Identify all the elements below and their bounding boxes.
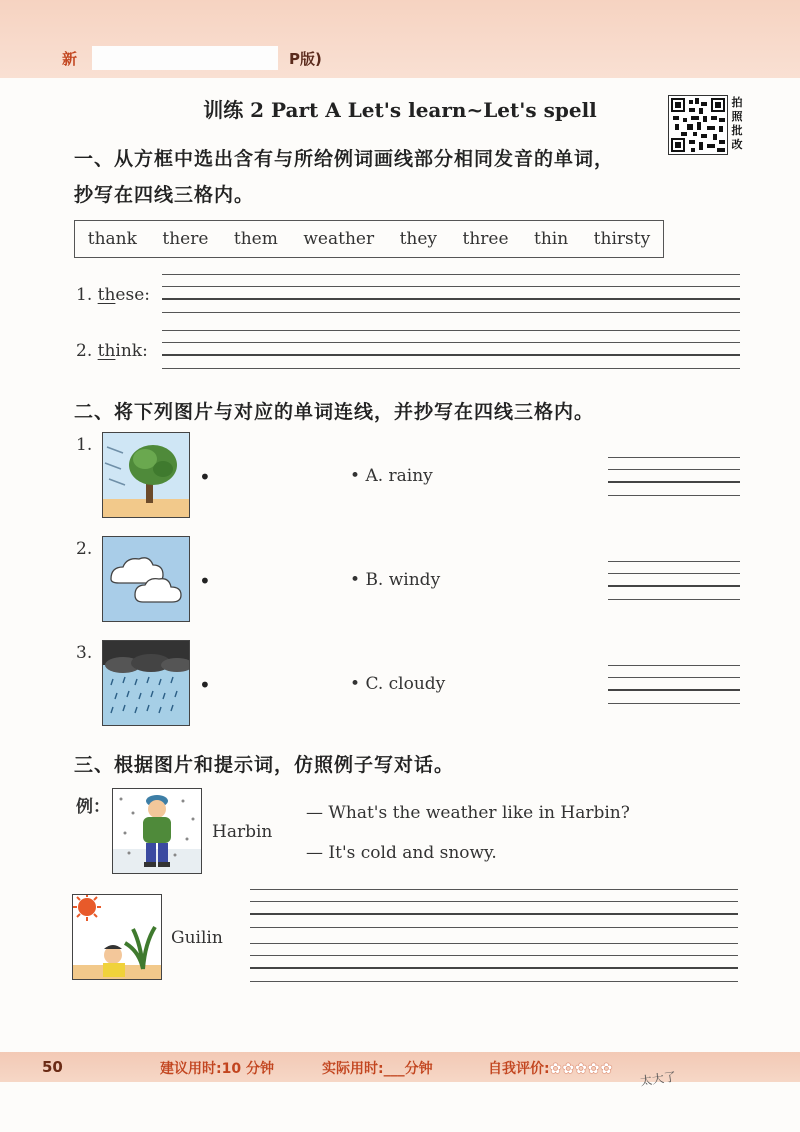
option-c[interactable]: • C. cloudy xyxy=(350,674,446,694)
picture-number: 2. xyxy=(76,539,93,559)
example-answer: — It's cold and snowy. xyxy=(306,843,497,863)
match-point[interactable]: • xyxy=(199,673,211,697)
match-point[interactable]: • xyxy=(199,569,211,593)
clouds-icon xyxy=(102,536,190,622)
handwritten-note: 太大了 xyxy=(639,1069,677,1089)
writing-lines[interactable] xyxy=(608,561,740,601)
windy-tree-icon xyxy=(102,432,190,518)
example-question: — What's the weather like in Harbin? xyxy=(306,803,630,823)
picture-number: 1. xyxy=(76,435,93,455)
picture-number: 3. xyxy=(76,643,93,663)
word-option: them xyxy=(233,229,278,249)
word-option: there xyxy=(162,229,209,249)
section3-heading: 三、根据图片和提示词，仿照例子写对话。 xyxy=(74,754,455,776)
example-label: 例： xyxy=(76,797,110,817)
page-title: 训练 2 Part A Let's learn~Let's spell xyxy=(203,98,597,122)
writing-lines[interactable] xyxy=(250,889,738,929)
word-option: three xyxy=(462,229,509,249)
word-option: thin xyxy=(534,229,569,249)
match-point[interactable]: • xyxy=(199,465,211,489)
section1-heading: 一、从方框中选出含有与所给例词画线部分相同发音的单词， xyxy=(74,148,615,170)
qr-caption: 拍 照 批 改 xyxy=(731,96,743,151)
writing-lines[interactable] xyxy=(608,457,740,497)
option-a[interactable]: • A. rainy xyxy=(350,466,433,486)
suggested-time: 建议用时:10 分钟 xyxy=(160,1061,274,1077)
hot-sun-icon xyxy=(72,894,162,980)
task-city: Guilin xyxy=(171,928,223,948)
word-option: thirsty xyxy=(593,229,651,249)
rain-icon xyxy=(102,640,190,726)
redaction-patch xyxy=(92,46,278,70)
page-number: 50 xyxy=(42,1058,63,1076)
writing-lines[interactable] xyxy=(608,665,740,705)
rating-stars-icon[interactable]: ✿✿✿✿✿ xyxy=(549,1061,614,1077)
word-option: thank xyxy=(87,229,137,249)
snow-person-icon xyxy=(112,788,202,874)
option-b[interactable]: • B. windy xyxy=(350,570,441,590)
word-box xyxy=(74,220,664,258)
item-these-label: 1. these: xyxy=(76,285,151,305)
word-option: they xyxy=(399,229,438,249)
writing-lines[interactable] xyxy=(162,330,740,370)
actual-time: 实际用时:___分钟 xyxy=(322,1061,433,1077)
item-think-label: 2. think: xyxy=(76,341,148,361)
qr-code-icon[interactable] xyxy=(668,95,728,155)
section1-heading-line2: 抄写在四线三格内。 xyxy=(74,184,255,206)
word-option: weather xyxy=(303,229,375,249)
series-label: 新 P版) xyxy=(62,50,322,68)
writing-lines[interactable] xyxy=(250,943,738,983)
section2-heading: 二、将下列图片与对应的单词连线，并抄写在四线三格内。 xyxy=(74,401,595,423)
writing-lines[interactable] xyxy=(162,274,740,314)
example-city: Harbin xyxy=(212,822,273,842)
self-evaluation: 自我评价:✿✿✿✿✿ xyxy=(488,1061,614,1077)
